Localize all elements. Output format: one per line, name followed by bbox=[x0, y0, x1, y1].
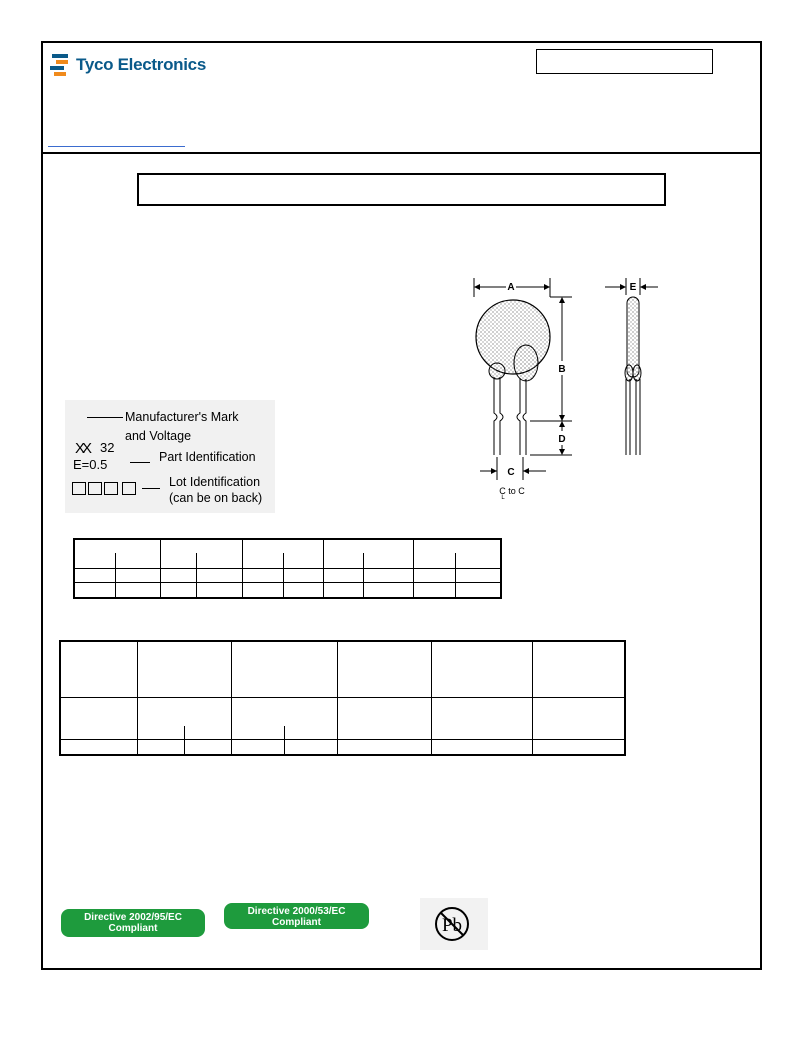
dimension-drawing bbox=[460, 275, 670, 505]
voltage-code: 32 bbox=[100, 440, 115, 455]
dim-label-cl-sub: L bbox=[501, 495, 505, 501]
title-box bbox=[137, 173, 666, 206]
svg-text:Pb: Pb bbox=[441, 915, 463, 936]
dim-label-b: B bbox=[558, 364, 566, 375]
part-code: E=0.5 bbox=[73, 457, 108, 472]
lot-box bbox=[122, 482, 136, 495]
lot-box bbox=[72, 482, 86, 495]
dimensions-table bbox=[73, 538, 502, 599]
no-lead-icon bbox=[420, 898, 488, 950]
part-number-box bbox=[536, 49, 713, 74]
dim-label-cl-to-cl: C to C bbox=[499, 486, 525, 496]
lead-free-symbol bbox=[420, 898, 488, 950]
ratings-table bbox=[59, 640, 626, 756]
dim-label-d: D bbox=[558, 434, 566, 445]
label-manufacturers-mark: Manufacturer's Mark bbox=[125, 410, 239, 424]
mark-glyph: XX bbox=[75, 440, 90, 457]
header-divider bbox=[41, 152, 762, 154]
header-link[interactable] bbox=[48, 146, 185, 147]
tyco-logo-icon bbox=[50, 52, 72, 78]
label-part-identification: Part Identification bbox=[159, 450, 256, 464]
label-can-be-on-back: (can be on back) bbox=[169, 491, 263, 505]
dim-label-c: C bbox=[507, 467, 515, 478]
label-and-voltage: and Voltage bbox=[125, 429, 192, 443]
dim-label-e: E bbox=[629, 282, 637, 293]
company-name: Tyco Electronics bbox=[76, 55, 206, 74]
lot-box bbox=[104, 482, 118, 495]
elv-directive-badge: Directive 2000/53/EC Compliant bbox=[224, 903, 369, 929]
dim-label-a: A bbox=[507, 282, 515, 293]
company-logo bbox=[50, 50, 206, 80]
label-lot-identification: Lot Identification bbox=[169, 475, 261, 489]
marking-diagram bbox=[65, 400, 275, 513]
rohs-directive-badge: Directive 2002/95/EC Compliant bbox=[61, 909, 205, 937]
lot-box bbox=[88, 482, 102, 495]
